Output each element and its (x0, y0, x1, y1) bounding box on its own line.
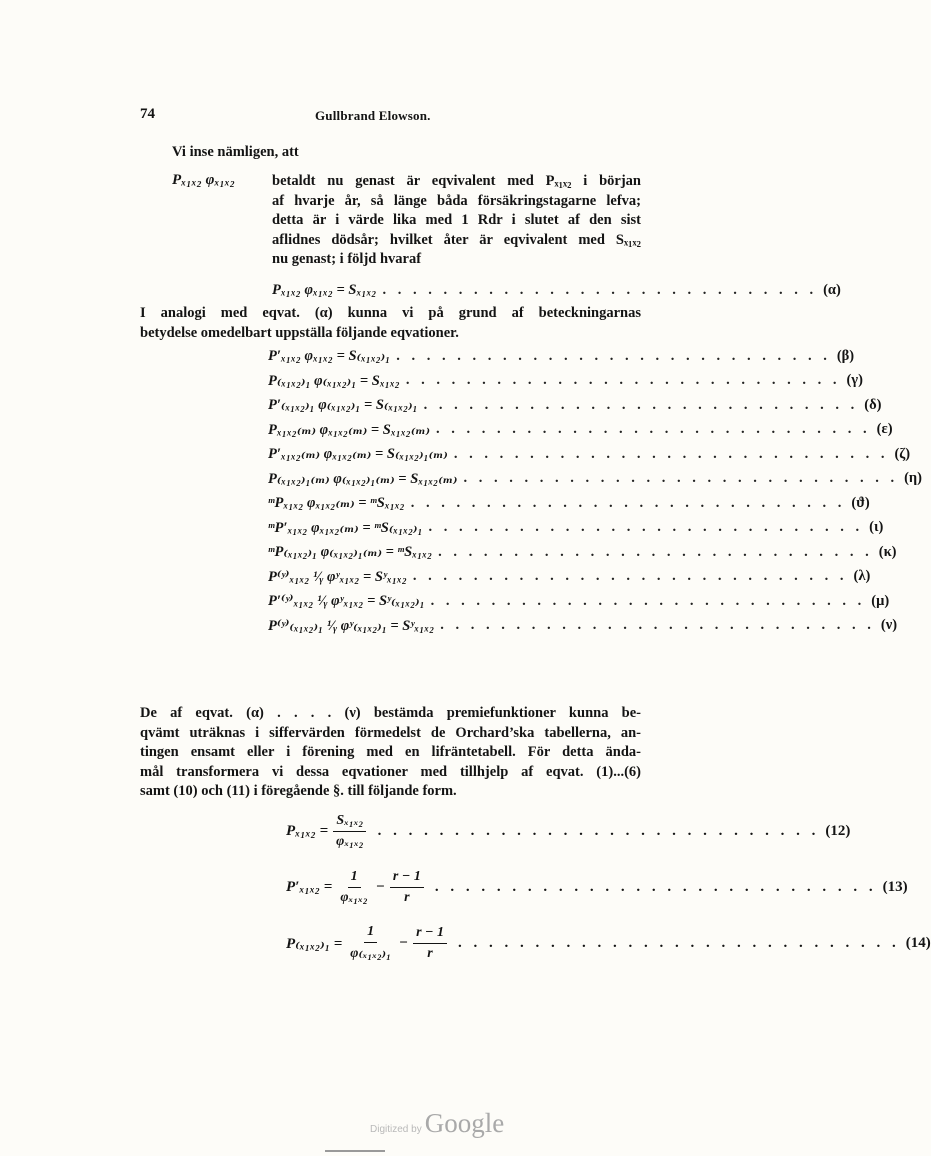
equation-label: (δ) (864, 396, 882, 413)
text-line: detta är i värde lika med 1 Rdr i slutet af den sist (272, 212, 641, 228)
equation-formula: P₍ₓ₁ₓ₂₎₁ = $\frac{1}{\text{φ₍ₓ₁ₓ₂₎₁}}$ − $\frac{r - 1}{r}$ (286, 924, 452, 962)
equation-row (268, 468, 922, 490)
fraction: $\frac{\text{Sₓ₁ₓ₂}}{\text{φₓ₁ₓ₂}}$ (333, 813, 366, 850)
equation-row (268, 590, 890, 612)
leader-dots: . . . . . . . . . . . . . . . . . . . . . . . . . . . . . (436, 421, 871, 437)
equation-label: (μ) (871, 592, 890, 609)
equation-formula: P′₍ₓ₁ₓ₂₎₁ φ₍ₓ₁ₓ₂₎₁ = S₍ₓ₁ₓ₂₎₁ (268, 397, 418, 413)
equation-label: (κ) (878, 543, 897, 560)
fraction: $\frac{1}{\text{φₓ₁ₓ₂}}$ (340, 868, 368, 905)
equation-row (268, 394, 882, 416)
equation-12 (286, 808, 851, 854)
equation-alpha (272, 279, 841, 301)
leader-dots: . . . . . . . . . . . . . . . . . . . . . . . . . . . . . (434, 878, 877, 895)
page-number: 74 (140, 106, 155, 122)
equation-label: (ϑ) (851, 494, 870, 511)
leader-dots: . . . . . . . . . . . . . . . . . . . . . . . . . . . . . (428, 519, 864, 535)
equation-label: (ζ) (894, 445, 911, 462)
leader-dots: . . . . . . . . . . . . . . . . . . . . . . . . . . . . . (438, 543, 873, 560)
equation-row (268, 443, 911, 465)
leader-dots: . . . . . . . . . . . . . . . . . . . . . . . . . . . . . (453, 445, 889, 462)
equation-formula: Pₓ₁ₓ₂ φₓ₁ₓ₂ = Sₓ₁ₓ₂ (272, 281, 377, 298)
text-line: I analogi med eqvat. (α) kunna vi på grund af beteckningarnas (140, 305, 641, 321)
lhs-formula: Pₓ₁ₓ₂ φₓ₁ₓ₂ (172, 172, 235, 188)
text-line: De af eqvat. (α) . . . . (ν) bestämda premiefunktioner kunna be- (140, 705, 641, 721)
equation-label: (β) (836, 347, 855, 364)
text-line: nu genast; i följd hvaraf (272, 251, 422, 267)
equation-row (268, 615, 898, 637)
leader-dots: . . . . . . . . . . . . . . . . . . . . . . . . . . . . . (412, 568, 848, 584)
leader-dots: . . . . . . . . . . . . . . . . . . . . . . . . . . . . . (430, 592, 866, 609)
equation-label: (ε) (876, 421, 893, 437)
leader-dots: . . . . . . . . . . . . . . . . . . . . . . . . . . . . . (382, 281, 818, 298)
equation-label: (λ) (853, 568, 871, 584)
leader-dots: . . . . . . . . . . . . . . . . . . . . . . . . . . . . . (405, 372, 841, 388)
paragraph-1 (272, 172, 641, 270)
text-line: mål transformera vi dessa eqvationer med tillhjelp af eqvat. (1)...(6) (140, 763, 641, 780)
leader-dots: . . . . . . . . . . . . . . . . . . . . . . . . . . . . . (440, 617, 875, 633)
paragraph-2 (140, 304, 641, 343)
text-line: tingen ensamt eller i förening med en lifräntetabell. För detta ända- (140, 744, 641, 760)
equation-row (268, 419, 893, 441)
leader-dots: . . . . . . . . . . . . . . . . . . . . . . . . . . . . . (410, 494, 846, 511)
leader-dots: . . . . . . . . . . . . . . . . . . . . . . . . . . . . . (423, 396, 859, 413)
equation-formula: P′⁽ʸ⁾ₓ₁ₓ₂ ¹⁄ᵧ φʸₓ₁ₓ₂ = Sʸ₍ₓ₁ₓ₂₎₁ (268, 593, 425, 609)
equation-formula: Pₓ₁ₓ₂ = $\frac{\text{Sₓ₁ₓ₂}}{\text{φₓ₁ₓ₂}}$ (286, 813, 372, 850)
text-line: af hvarje år, så länge båda försäkringstagarne lefva; (272, 192, 641, 209)
paragraph-3 (140, 704, 641, 802)
leader-dots: . . . . . . . . . . . . . . . . . . . . . . . . . . . . . (458, 934, 900, 951)
equation-label: (η) (904, 470, 922, 486)
equation-formula: P′ₓ₁ₓ₂ φₓ₁ₓ₂ = S₍ₓ₁ₓ₂₎₁ (268, 348, 391, 364)
equation-row (268, 566, 871, 588)
equation-formula: ᵐP′ₓ₁ₓ₂ φₓ₁ₓ₂₍ₘ₎ = ᵐS₍ₓ₁ₓ₂₎₁ (268, 519, 423, 536)
leader-dots: . . . . . . . . . . . . . . . . . . . . . . . . . . . . . (377, 822, 820, 839)
equation-label: (13) (882, 878, 908, 895)
text-line: betaldt nu genast är eqvivalent med Pₓ₁ₓ₂ i början (272, 173, 641, 189)
equation-formula: Pₓ₁ₓ₂₍ₘ₎ φₓ₁ₓ₂₍ₘ₎ = Sₓ₁ₓ₂₍ₘ₎ (268, 421, 431, 438)
equation-label: (ν) (880, 617, 898, 633)
fraction: $\frac{r - 1}{r}$ (390, 869, 424, 906)
intro-line: Vi inse nämligen, att (172, 144, 299, 160)
equation-label: (γ) (846, 372, 863, 388)
equation-14 (286, 920, 931, 966)
equation-formula: P′ₓ₁ₓ₂₍ₘ₎ φₓ₁ₓ₂₍ₘ₎ = S₍ₓ₁ₓ₂₎₁₍ₘ₎ (268, 446, 448, 462)
equation-formula: ᵐP₍ₓ₁ₓ₂₎₁ φ₍ₓ₁ₓ₂₎₁₍ₘ₎ = ᵐSₓ₁ₓ₂ (268, 544, 433, 560)
fraction: $\frac{r - 1}{r}$ (413, 925, 447, 962)
text-line: betydelse omedelbart uppställa följande eqvationer. (140, 324, 459, 341)
text-line: qvämt uträknas i siffervärden förmedelst de Orchard’ska tabellerna, an- (140, 724, 641, 741)
equation-label: (14) (905, 934, 931, 951)
running-head: Gullbrand Elowson. (315, 108, 431, 123)
equation-label: (12) (825, 822, 851, 839)
equation-formula: P⁽ʸ⁾₍ₓ₁ₓ₂₎₁ ¹⁄ᵧ φʸ₍ₓ₁ₓ₂₎₁ = Sʸₓ₁ₓ₂ (268, 617, 435, 634)
leader-dots: . . . . . . . . . . . . . . . . . . . . . . . . . . . . . (463, 470, 899, 486)
equation-13 (286, 864, 908, 910)
equation-row (268, 541, 897, 563)
equation-row (268, 517, 884, 539)
text-line: aflidnes dödsår; hvilket åter är eqvivalent med Sₓ₁ₓ₂ (272, 231, 641, 248)
equation-row (268, 345, 855, 367)
scan-mark (325, 1150, 385, 1152)
google-watermark: Digitized by Google (370, 1108, 505, 1138)
equation-formula: P₍ₓ₁ₓ₂₎₁₍ₘ₎ φ₍ₓ₁ₓ₂₎₁₍ₘ₎ = Sₓ₁ₓ₂₍ₘ₎ (268, 470, 458, 487)
equation-row (268, 370, 863, 392)
equation-formula: ᵐPₓ₁ₓ₂ φₓ₁ₓ₂₍ₘ₎ = ᵐSₓ₁ₓ₂ (268, 495, 405, 511)
equation-row (268, 492, 870, 514)
equation-formula: P⁽ʸ⁾ₓ₁ₓ₂ ¹⁄ᵧ φʸₓ₁ₓ₂ = Sʸₓ₁ₓ₂ (268, 568, 407, 585)
leader-dots: . . . . . . . . . . . . . . . . . . . . . . . . . . . . . (396, 347, 831, 364)
text-line: samt (10) och (11) i föregående §. till följande form. (140, 783, 457, 799)
fraction: $\frac{1}{\text{φ₍ₓ₁ₓ₂₎₁}}$ (350, 924, 391, 961)
equation-label: (α) (823, 281, 841, 298)
equation-formula: P₍ₓ₁ₓ₂₎₁ φ₍ₓ₁ₓ₂₎₁ = Sₓ₁ₓ₂ (268, 372, 400, 389)
equation-label: (ι) (869, 519, 884, 535)
equation-formula: P′ₓ₁ₓ₂ = $\frac{1}{\text{φₓ₁ₓ₂}}$ − $\frac{r - 1}{r}$ (286, 869, 429, 906)
